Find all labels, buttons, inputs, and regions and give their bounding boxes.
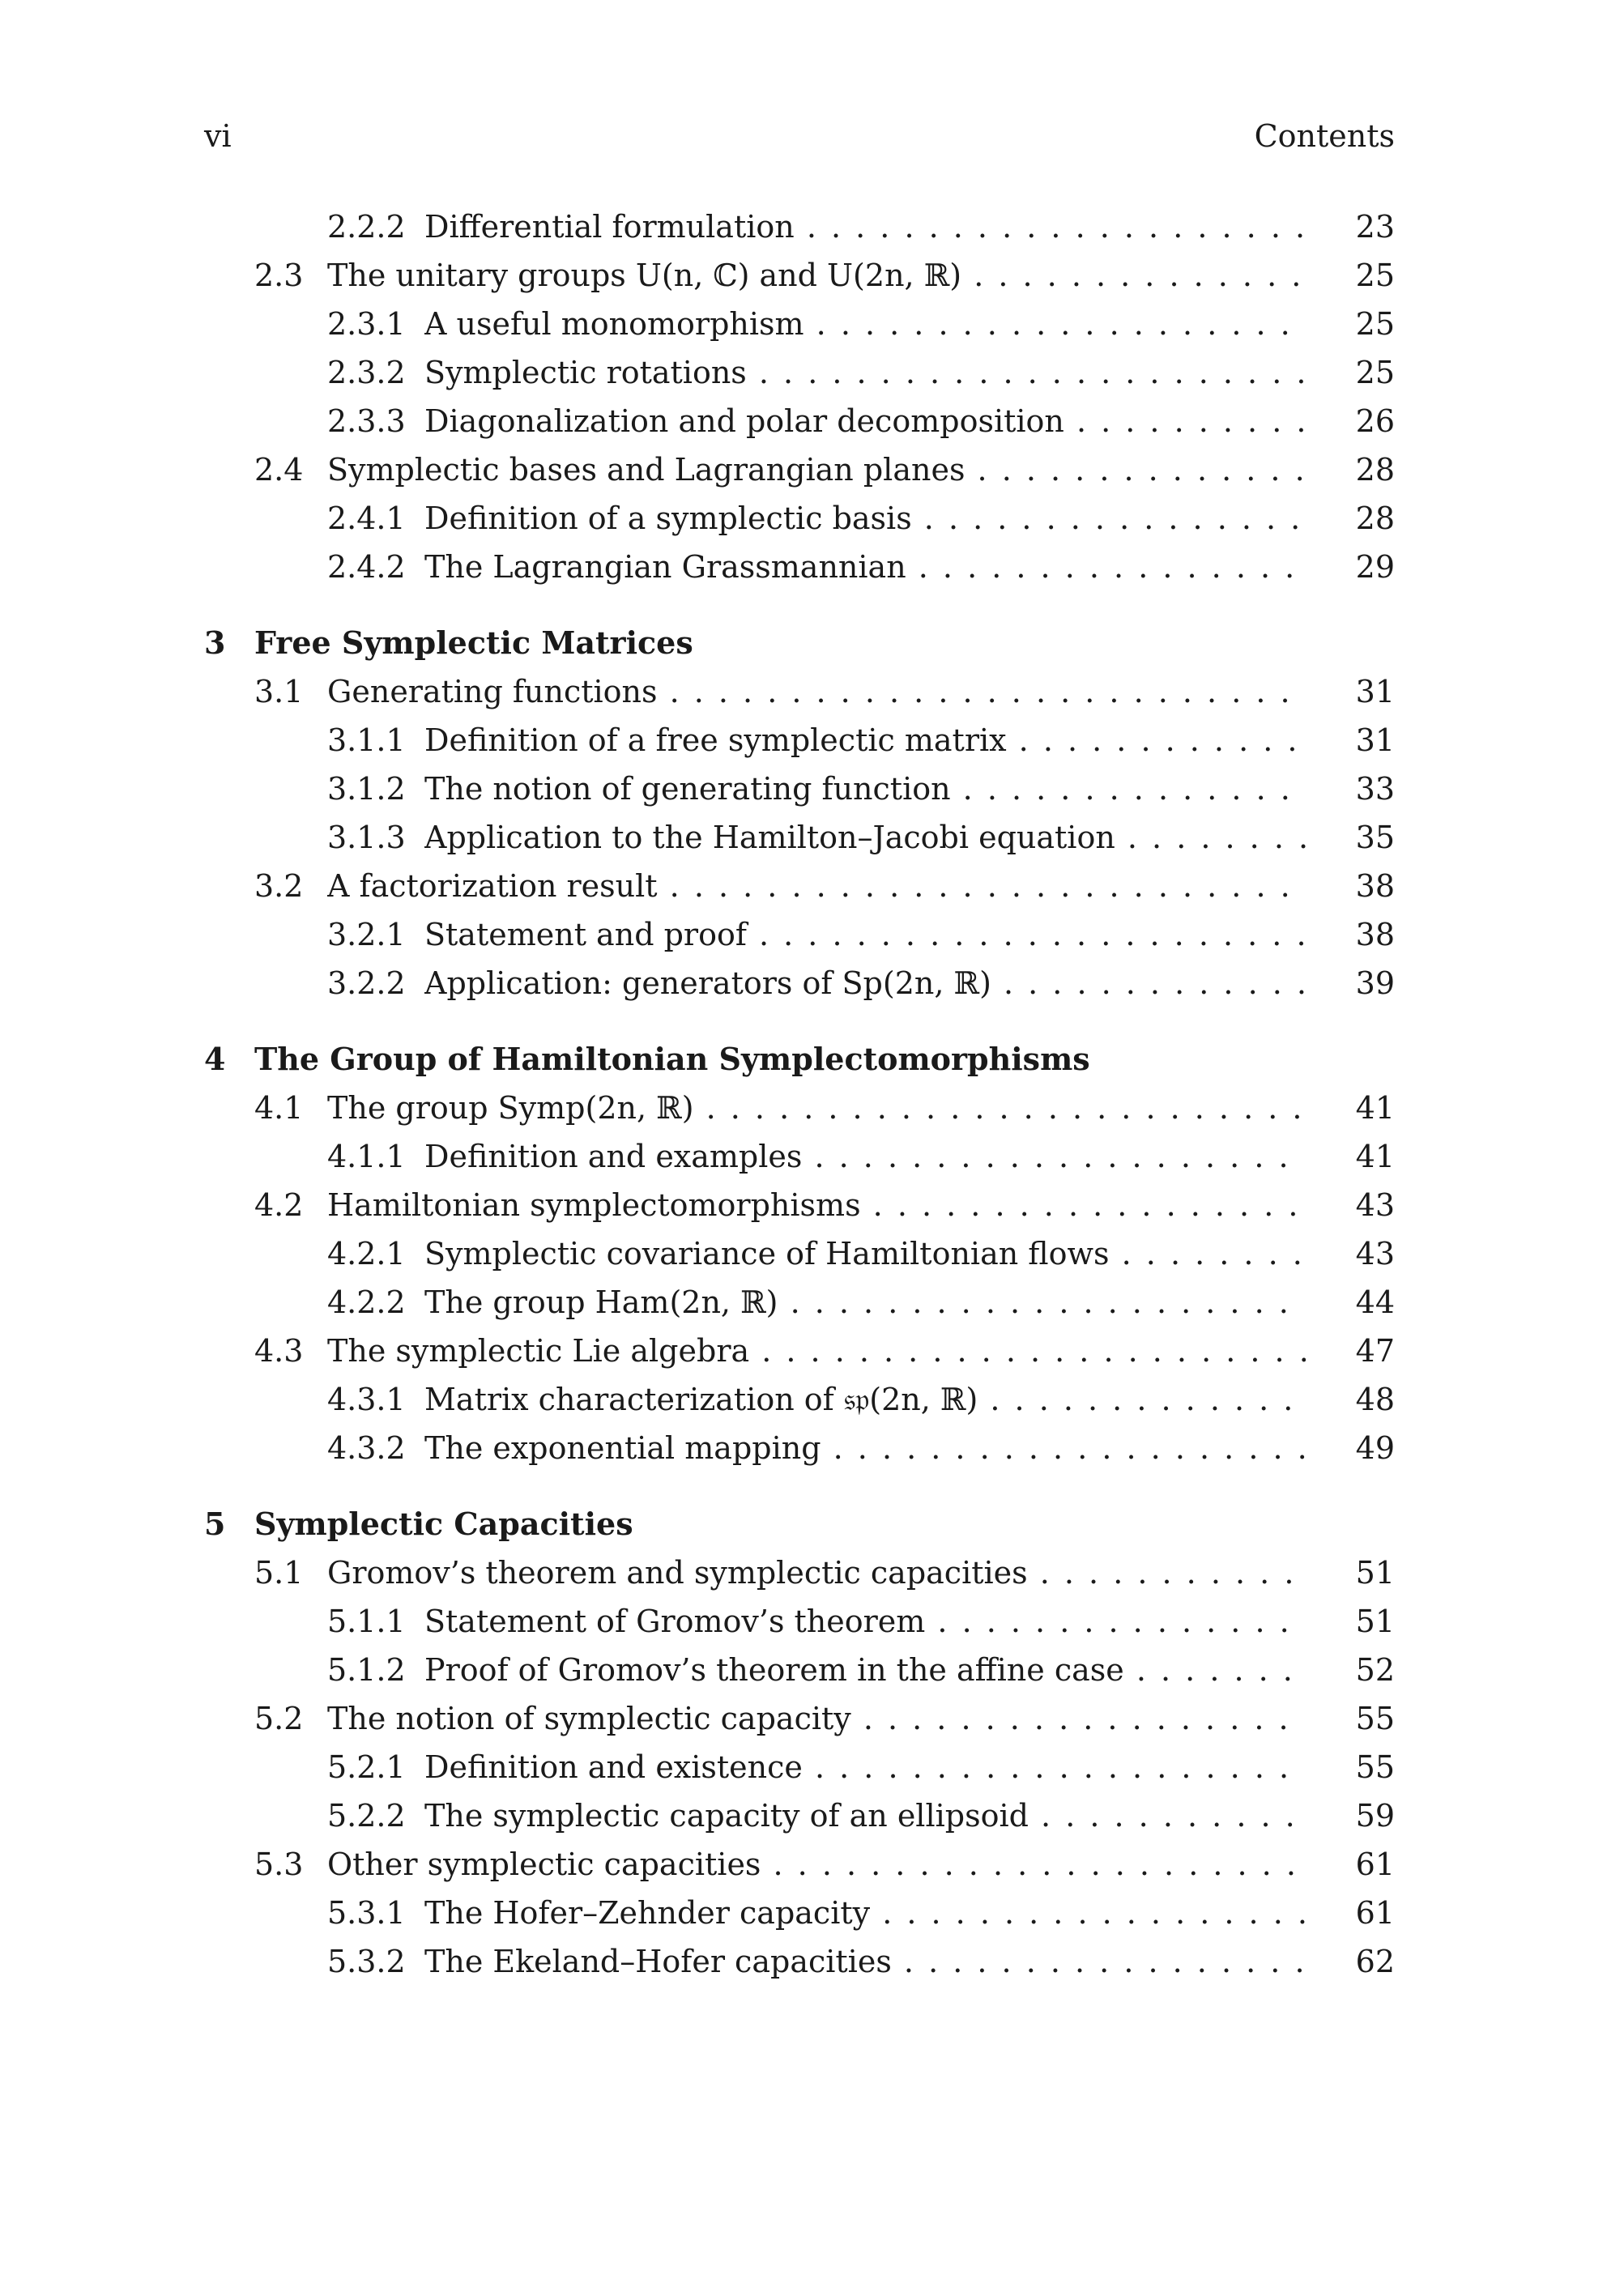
entry-number: 4.2.2 — [327, 1284, 406, 1320]
entry-title: The unitary groups U(n, ℂ) and U(2n, ℝ) . . . — [327, 251, 1306, 300]
entry-page-number: 55 — [1355, 1701, 1395, 1736]
toc-section-entry[interactable] — [204, 1548, 1395, 1597]
entry-page-number: 55 — [1355, 1749, 1395, 1785]
running-title: Contents — [1254, 118, 1395, 154]
entry-title: Generating functions . . . — [327, 667, 1306, 716]
entry-number: 2.4 — [254, 452, 304, 488]
toc-subsection-entry[interactable] — [204, 1229, 1395, 1278]
entry-page-number: 31 — [1355, 722, 1395, 758]
entry-title: Application: generators of Sp(2n, ℝ) . . . — [424, 959, 1306, 1007]
toc-section-entry[interactable] — [204, 1840, 1395, 1889]
entry-page-number: 25 — [1355, 306, 1395, 342]
entry-page-number: 26 — [1355, 403, 1395, 439]
entry-title: Definition and examples . . . — [424, 1132, 1306, 1181]
entry-number: 4.1.1 — [327, 1139, 406, 1174]
toc-chapter — [204, 1500, 1395, 1986]
entry-page-number: 29 — [1355, 549, 1395, 585]
entry-number: 4.2 — [254, 1187, 304, 1223]
toc-subsection-entry[interactable] — [204, 910, 1395, 959]
entry-page-number: 38 — [1355, 868, 1395, 904]
entry-page-number: 25 — [1355, 258, 1395, 293]
entry-title: The Ekeland–Hofer capacities . . . — [424, 1937, 1306, 1986]
entry-number: 5.1.1 — [327, 1604, 406, 1639]
toc-section-entry[interactable] — [204, 667, 1395, 716]
entry-number: 2.2.2 — [327, 209, 406, 245]
entry-number: 5.2.2 — [327, 1798, 406, 1834]
entry-number: 4.3.1 — [327, 1382, 406, 1417]
chapter-number: 5 — [204, 1506, 226, 1542]
entry-title: The notion of symplectic capacity . . . — [327, 1694, 1306, 1743]
entry-page-number: 61 — [1355, 1895, 1395, 1931]
entry-title: Definition of a free symplectic matrix . . . — [424, 716, 1306, 765]
toc-chapter — [204, 202, 1395, 591]
toc-subsection-entry[interactable] — [204, 1375, 1395, 1424]
page-folio: vi — [204, 118, 232, 154]
chapter-number: 4 — [204, 1041, 226, 1077]
toc-chapter — [204, 1035, 1395, 1472]
entry-title: The Lagrangian Grassmannian . . . — [424, 543, 1306, 591]
entry-number: 5.2.1 — [327, 1749, 406, 1785]
toc-chapter-heading[interactable] — [204, 1500, 1395, 1548]
entry-title: Proof of Gromov’s theorem in the affine case . . . — [424, 1646, 1306, 1694]
entry-title: Symplectic rotations . . . — [424, 348, 1306, 397]
entry-page-number: 38 — [1355, 917, 1395, 952]
toc-subsection-entry[interactable] — [204, 494, 1395, 543]
toc-subsection-entry[interactable] — [204, 959, 1395, 1007]
entry-title: A factorization result . . . — [327, 862, 1306, 910]
entry-title: Hamiltonian symplectomorphisms . . . — [327, 1181, 1306, 1229]
entry-number: 5.1.2 — [327, 1652, 406, 1688]
toc-chapter-heading[interactable] — [204, 619, 1395, 667]
toc-subsection-entry[interactable] — [204, 1646, 1395, 1694]
entry-number: 5.1 — [254, 1555, 304, 1591]
entry-page-number: 31 — [1355, 674, 1395, 709]
entry-title: Other symplectic capacities . . . — [327, 1840, 1306, 1889]
toc-section-entry[interactable] — [204, 1181, 1395, 1229]
entry-title: The group Symp(2n, ℝ) . . . — [327, 1084, 1306, 1132]
toc-section-entry[interactable] — [204, 1084, 1395, 1132]
entry-page-number: 33 — [1355, 771, 1395, 807]
toc-subsection-entry[interactable] — [204, 1424, 1395, 1472]
entry-number: 5.3 — [254, 1847, 304, 1882]
entry-page-number: 28 — [1355, 501, 1395, 536]
entry-page-number: 43 — [1355, 1187, 1395, 1223]
entry-title: Statement and proof . . . — [424, 910, 1306, 959]
entry-number: 4.3 — [254, 1333, 304, 1369]
entry-number: 2.3 — [254, 258, 304, 293]
toc-subsection-entry[interactable] — [204, 1889, 1395, 1937]
entry-title: Diagonalization and polar decomposition . . . — [424, 397, 1306, 445]
toc-subsection-entry[interactable] — [204, 300, 1395, 348]
entry-number: 4.3.2 — [327, 1430, 406, 1466]
entry-page-number: 49 — [1355, 1430, 1395, 1466]
entry-page-number: 48 — [1355, 1382, 1395, 1417]
entry-page-number: 62 — [1355, 1944, 1395, 1979]
toc-chapter — [204, 619, 1395, 1007]
toc-chapter-heading[interactable] — [204, 1035, 1395, 1084]
chapter-title: The Group of Hamiltonian Symplectomorphisms — [254, 1041, 1090, 1077]
toc-subsection-entry[interactable] — [204, 1278, 1395, 1327]
entry-title: The exponential mapping . . . — [424, 1424, 1306, 1472]
entry-number: 3.1.1 — [327, 722, 406, 758]
toc-subsection-entry[interactable] — [204, 813, 1395, 862]
toc-subsection-entry[interactable] — [204, 543, 1395, 591]
toc-subsection-entry[interactable] — [204, 765, 1395, 813]
entry-number: 3.1 — [254, 674, 304, 709]
entry-page-number: 41 — [1355, 1139, 1395, 1174]
toc-subsection-entry[interactable] — [204, 1937, 1395, 1986]
entry-number: 3.2.2 — [327, 965, 406, 1001]
chapter-title: Symplectic Capacities — [254, 1506, 633, 1542]
entry-number: 2.4.1 — [327, 501, 406, 536]
entry-page-number: 51 — [1355, 1604, 1395, 1639]
entry-number: 2.3.3 — [327, 403, 406, 439]
entry-number: 5.3.1 — [327, 1895, 406, 1931]
toc-section-entry[interactable] — [204, 1327, 1395, 1375]
entry-number: 2.4.2 — [327, 549, 406, 585]
entry-number: 4.1 — [254, 1090, 304, 1126]
entry-title: A useful monomorphism . . . — [424, 300, 1306, 348]
entry-page-number: 28 — [1355, 452, 1395, 488]
entry-title: The symplectic capacity of an ellipsoid . . . — [424, 1791, 1306, 1840]
entry-number: 3.2 — [254, 868, 304, 904]
running-head — [204, 118, 1395, 159]
entry-title: Symplectic bases and Lagrangian planes . . . — [327, 445, 1306, 494]
toc-subsection-entry[interactable] — [204, 348, 1395, 397]
entry-title: Symplectic covariance of Hamiltonian flows . . . — [424, 1229, 1306, 1278]
entry-number: 3.2.1 — [327, 917, 406, 952]
entry-number: 3.1.3 — [327, 820, 406, 855]
entry-title: Matrix characterization of 𝔰𝔭(2n, ℝ) . . . — [424, 1375, 1306, 1424]
entry-page-number: 35 — [1355, 820, 1395, 855]
entry-number: 3.1.2 — [327, 771, 406, 807]
entry-page-number: 41 — [1355, 1090, 1395, 1126]
toc-subsection-entry[interactable] — [204, 1743, 1395, 1791]
chapter-title: Free Symplectic Matrices — [254, 624, 693, 661]
entry-title: The group Ham(2n, ℝ) . . . — [424, 1278, 1306, 1327]
toc-subsection-entry[interactable] — [204, 716, 1395, 765]
entry-number: 2.3.1 — [327, 306, 406, 342]
table-of-contents — [204, 202, 1395, 2013]
entry-page-number: 61 — [1355, 1847, 1395, 1882]
entry-page-number: 47 — [1355, 1333, 1395, 1369]
entry-page-number: 39 — [1355, 965, 1395, 1001]
entry-title: Definition and existence . . . — [424, 1743, 1306, 1791]
entry-page-number: 23 — [1355, 209, 1395, 245]
entry-number: 5.2 — [254, 1701, 304, 1736]
entry-title: Application to the Hamilton–Jacobi equation . . . — [424, 813, 1306, 862]
toc-subsection-entry[interactable] — [204, 1791, 1395, 1840]
entry-page-number: 51 — [1355, 1555, 1395, 1591]
entry-title: Gromov’s theorem and symplectic capacities . . . — [327, 1548, 1306, 1597]
entry-title: Differential formulation . . . — [424, 202, 1306, 251]
entry-title: Definition of a symplectic basis . . . — [424, 494, 1306, 543]
toc-subsection-entry[interactable] — [204, 397, 1395, 445]
toc-section-entry[interactable] — [204, 251, 1395, 300]
toc-subsection-entry[interactable] — [204, 1132, 1395, 1181]
toc-section-entry[interactable] — [204, 862, 1395, 910]
entry-page-number: 43 — [1355, 1236, 1395, 1272]
entry-title: The symplectic Lie algebra . . . — [327, 1327, 1306, 1375]
entry-title: The notion of generating function . . . — [424, 765, 1306, 813]
chapter-number: 3 — [204, 624, 226, 661]
entry-title: The Hofer–Zehnder capacity . . . — [424, 1889, 1306, 1937]
toc-section-entry[interactable] — [204, 1694, 1395, 1743]
toc-subsection-entry[interactable] — [204, 202, 1395, 251]
entry-page-number: 52 — [1355, 1652, 1395, 1688]
entry-page-number: 25 — [1355, 355, 1395, 390]
toc-subsection-entry[interactable] — [204, 1597, 1395, 1646]
entry-number: 4.2.1 — [327, 1236, 406, 1272]
entry-page-number: 59 — [1355, 1798, 1395, 1834]
toc-section-entry[interactable] — [204, 445, 1395, 494]
entry-page-number: 44 — [1355, 1284, 1395, 1320]
entry-number: 5.3.2 — [327, 1944, 406, 1979]
entry-number: 2.3.2 — [327, 355, 406, 390]
entry-title: Statement of Gromov’s theorem . . . — [424, 1597, 1306, 1646]
